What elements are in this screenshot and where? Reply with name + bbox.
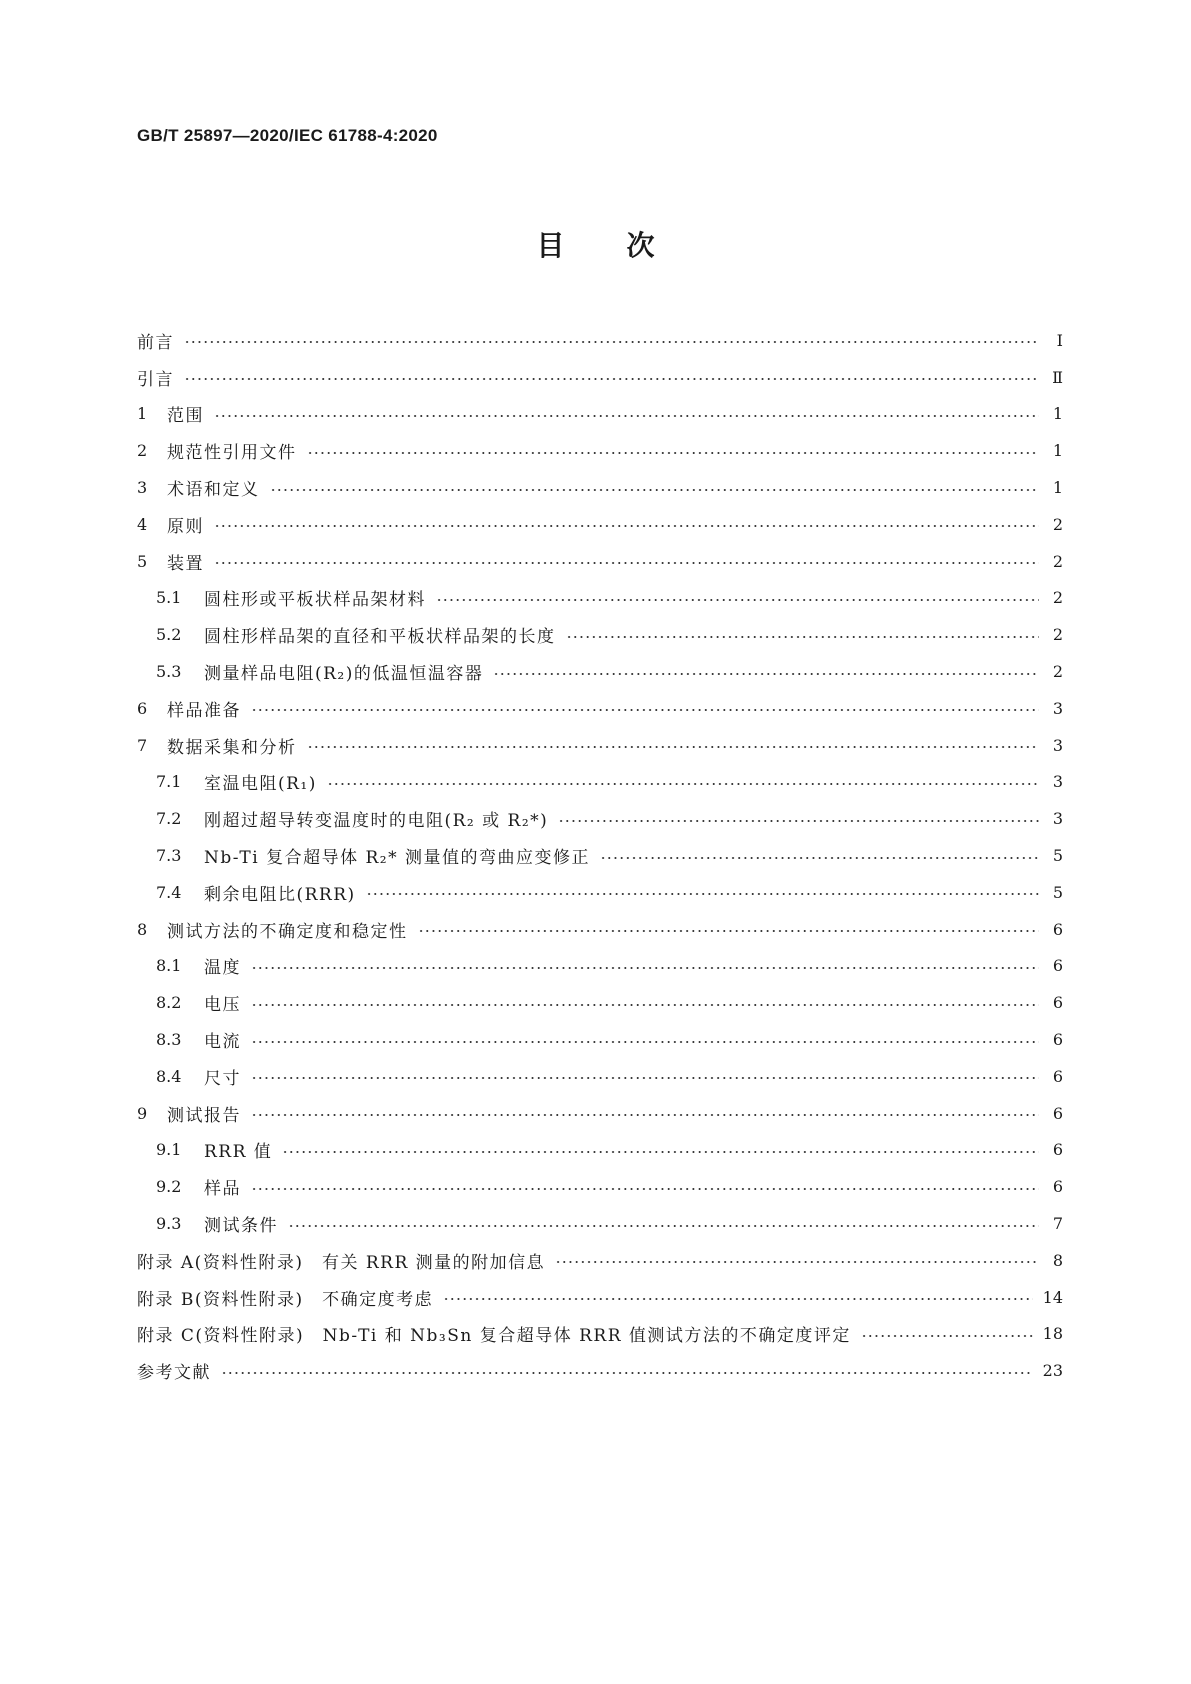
toc-dot-leader <box>184 341 1039 343</box>
toc-dot-leader <box>555 1261 1039 1263</box>
toc-entry-page: 7 <box>1052 1214 1063 1234</box>
toc-entry[interactable] <box>137 1168 1063 1205</box>
toc-entry-label: 测试条件 <box>204 1216 278 1237</box>
toc-entry-number: 9.2 <box>156 1177 182 1197</box>
toc-entry-label: 温度 <box>204 958 241 979</box>
toc-entry[interactable] <box>137 911 1063 948</box>
toc-entry-label: 术语和定义 <box>167 480 260 501</box>
toc-dot-leader <box>214 415 1039 417</box>
toc-entry[interactable] <box>137 506 1063 543</box>
toc-dot-leader <box>307 746 1040 748</box>
toc-entry-label: 装置 <box>167 553 204 574</box>
toc-entry-label: RRR 值 <box>204 1142 273 1163</box>
toc-entry-page: 3 <box>1052 698 1063 718</box>
toc-entry-page: 3 <box>1052 772 1063 792</box>
toc-entry[interactable] <box>137 616 1063 653</box>
toc-entry-number: 9 <box>137 1103 148 1123</box>
toc-entry-page: 2 <box>1052 514 1063 534</box>
toc-entry-page: 5 <box>1052 846 1063 866</box>
toc-dot-leader <box>270 489 1040 491</box>
toc-entry-label: 样品准备 <box>167 700 241 721</box>
toc-entry-page: 2 <box>1052 551 1063 571</box>
toc-entry-label: 测量样品电阻(R₂)的低温恒温容器 <box>204 664 484 685</box>
toc-entry-number: 7.1 <box>156 772 182 792</box>
toc-entry-page: Ⅰ <box>1056 330 1063 350</box>
toc-dot-leader <box>251 1041 1039 1043</box>
toc-entry-page: 2 <box>1052 662 1063 682</box>
toc-dot-leader <box>214 562 1039 564</box>
toc-entry-label: 刚超过超导转变温度时的电阻(R₂ 或 R₂*) <box>204 811 549 832</box>
toc-entry-page: 6 <box>1052 1140 1063 1160</box>
toc-entry-page: 2 <box>1052 588 1063 608</box>
toc-entry-page: 6 <box>1052 1177 1063 1197</box>
toc-entry[interactable] <box>137 322 1063 359</box>
toc-entry-page: 6 <box>1052 919 1063 939</box>
toc-entry[interactable] <box>137 1205 1063 1242</box>
toc-dot-leader <box>366 893 1039 895</box>
toc-entry-number: 5.3 <box>156 662 182 682</box>
toc-entry-label: 附录 C(资料性附录) Nb-Ti 和 Nb₃Sn 复合超导体 RRR 值测试方法的不确定度评定 <box>137 1326 851 1347</box>
toc-entry-page: 18 <box>1042 1324 1063 1344</box>
toc-entry-number: 3 <box>137 478 148 498</box>
page-title: 目次 <box>536 229 717 262</box>
toc-entry[interactable] <box>137 1279 1063 1316</box>
toc-entry-number: 7 <box>137 735 148 755</box>
toc-entry-page: 6 <box>1052 1030 1063 1050</box>
toc-entry-page: 6 <box>1052 1066 1063 1086</box>
toc-dot-leader <box>493 673 1039 675</box>
toc-dot-leader <box>436 599 1039 601</box>
toc-entry-number: 8.3 <box>156 1030 182 1050</box>
toc-entry[interactable] <box>137 1242 1063 1279</box>
toc-entry-page: 23 <box>1042 1361 1063 1381</box>
toc-entry[interactable] <box>137 800 1063 837</box>
toc-entry-page: 6 <box>1052 1103 1063 1123</box>
toc-dot-leader <box>221 1372 1033 1374</box>
toc-entry-page: 6 <box>1052 993 1063 1013</box>
toc-dot-leader <box>251 1077 1039 1079</box>
toc-entry-label: 室温电阻(R₁) <box>204 774 317 795</box>
toc-dot-leader <box>251 1188 1039 1190</box>
toc-entry[interactable] <box>137 1132 1063 1169</box>
toc-dot-leader <box>307 452 1040 454</box>
toc-entry-number: 8.4 <box>156 1066 182 1086</box>
toc-entry-page: 1 <box>1052 478 1063 498</box>
toc-entry[interactable] <box>137 543 1063 580</box>
toc-entry-page: 3 <box>1052 809 1063 829</box>
toc-entry-label: 电压 <box>204 995 241 1016</box>
toc-entry-label: 测试方法的不确定度和稳定性 <box>167 921 408 942</box>
toc-entry-page: 8 <box>1052 1250 1063 1270</box>
toc-dot-leader <box>558 820 1039 822</box>
toc-entry[interactable] <box>137 837 1063 874</box>
toc-dot-leader <box>282 1151 1039 1153</box>
toc-dot-leader <box>251 709 1039 711</box>
toc-entry-label: 尺寸 <box>204 1068 241 1089</box>
toc-entry-label: 测试报告 <box>167 1105 241 1126</box>
toc-entry-label: 前言 <box>137 332 174 353</box>
toc-entry-label: 剩余电阻比(RRR) <box>204 884 356 905</box>
toc-dot-leader <box>214 525 1039 527</box>
standard-code-header: GB/T 25897—2020/IEC 61788-4:2020 <box>137 126 438 145</box>
toc-entry-page: 1 <box>1052 404 1063 424</box>
toc-dot-leader <box>251 967 1039 969</box>
toc-entry-page: 6 <box>1052 956 1063 976</box>
toc-entry-label: 数据采集和分析 <box>167 737 297 758</box>
toc-entry-label: 附录 A(资料性附录) 有关 RRR 测量的附加信息 <box>137 1252 546 1273</box>
toc-dot-leader <box>184 378 1039 380</box>
toc-entry[interactable] <box>137 1058 1063 1095</box>
toc-entry-page: 1 <box>1052 441 1063 461</box>
toc-dot-leader <box>566 636 1040 638</box>
toc-dot-leader <box>327 783 1039 785</box>
toc-dot-leader <box>251 1004 1039 1006</box>
toc-entry-page: 2 <box>1052 625 1063 645</box>
toc-entry-label: 范围 <box>167 406 204 427</box>
toc-entry-label: 电流 <box>204 1032 241 1053</box>
toc-entry[interactable] <box>137 1095 1063 1132</box>
toc-entry-label: 圆柱形样品架的直径和平板状样品架的长度 <box>204 627 556 648</box>
toc-entry-number: 5 <box>137 551 148 571</box>
toc-entry[interactable] <box>137 727 1063 764</box>
toc-entry-number: 6 <box>137 698 148 718</box>
toc-entry-page: 14 <box>1042 1287 1063 1307</box>
toc-entry-number: 7.3 <box>156 846 182 866</box>
toc-entry-page: 3 <box>1052 735 1063 755</box>
toc-entry[interactable] <box>137 1352 1063 1389</box>
toc-entry[interactable] <box>137 1021 1063 1058</box>
toc-entry-number: 8.1 <box>156 956 182 976</box>
toc-entry-label: 圆柱形或平板状样品架材料 <box>204 590 426 611</box>
toc-entry-label: 参考文献 <box>137 1363 211 1384</box>
toc-entry-label: 规范性引用文件 <box>167 443 297 464</box>
toc-entry-number: 2 <box>137 441 148 461</box>
toc-entry[interactable] <box>137 690 1063 727</box>
table-of-contents <box>137 322 1063 1389</box>
toc-entry-number: 9.1 <box>156 1140 182 1160</box>
toc-dot-leader <box>418 930 1040 932</box>
toc-entry-page: 5 <box>1052 882 1063 902</box>
toc-entry[interactable] <box>137 948 1063 985</box>
toc-entry[interactable] <box>137 432 1063 469</box>
toc-entry-label: 原则 <box>167 516 204 537</box>
toc-entry[interactable] <box>137 469 1063 506</box>
toc-entry-number: 7.2 <box>156 809 182 829</box>
toc-dot-leader <box>251 1114 1039 1116</box>
toc-entry[interactable] <box>137 764 1063 801</box>
toc-entry[interactable] <box>137 1316 1063 1353</box>
toc-entry-number: 5.2 <box>156 625 182 645</box>
toc-entry-number: 5.1 <box>156 588 182 608</box>
toc-entry[interactable] <box>137 359 1063 396</box>
toc-entry[interactable] <box>137 653 1063 690</box>
toc-entry-label: 附录 B(资料性附录) 不确定度考虑 <box>137 1289 434 1310</box>
toc-entry[interactable] <box>137 984 1063 1021</box>
toc-entry-label: Nb-Ti 复合超导体 R₂* 测量值的弯曲应变修正 <box>204 848 590 869</box>
toc-dot-leader <box>861 1335 1033 1337</box>
toc-entry-label: 样品 <box>204 1179 241 1200</box>
toc-entry-number: 8.2 <box>156 993 182 1013</box>
toc-entry-label: 引言 <box>137 369 174 390</box>
toc-dot-leader <box>288 1225 1039 1227</box>
toc-entry-number: 8 <box>137 919 148 939</box>
toc-entry-number: 7.4 <box>156 882 182 902</box>
toc-entry-number: 4 <box>137 514 148 534</box>
toc-entry-number: 9.3 <box>156 1214 182 1234</box>
toc-entry-page: Ⅱ <box>1052 367 1063 387</box>
toc-dot-leader <box>600 857 1039 859</box>
toc-entry[interactable] <box>137 580 1063 617</box>
toc-dot-leader <box>443 1298 1032 1300</box>
toc-entry-number: 1 <box>137 404 148 424</box>
toc-entry[interactable] <box>137 874 1063 911</box>
toc-entry[interactable] <box>137 396 1063 433</box>
